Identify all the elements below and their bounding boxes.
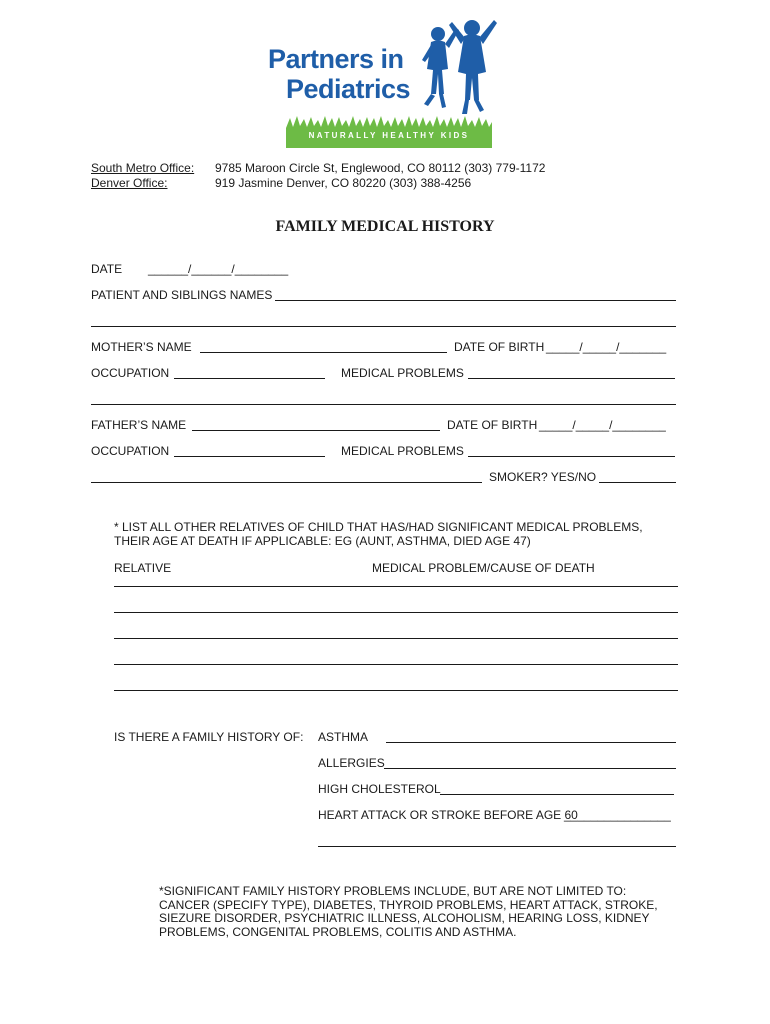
father-medical-label: MEDICAL PROBLEMS	[341, 444, 464, 458]
logo-line-1: Partners in	[268, 44, 404, 74]
mother-medical-field-2[interactable]	[91, 404, 676, 405]
relative-column-header: RELATIVE	[114, 561, 172, 575]
practice-logo	[262, 14, 502, 150]
mother-occupation-label: OCCUPATION	[91, 366, 170, 380]
father-dob-label: DATE OF BIRTH	[447, 418, 538, 432]
south-office-address: 9785 Maroon Circle St, Englewood, CO 80112 (303) 779-1172	[215, 161, 546, 175]
mother-dob-label: DATE OF BIRTH	[454, 340, 545, 354]
heart-attack-field[interactable]: ________________	[564, 808, 671, 822]
relative-row-line[interactable]	[114, 612, 678, 613]
patient-siblings-label: PATIENT AND SIBLINGS NAMES	[91, 288, 273, 302]
mother-dob-field[interactable]: _____/_____/_______	[546, 340, 667, 354]
father-dob-field[interactable]: _____/_____/________	[539, 418, 666, 432]
date-field[interactable]: ______/______/________	[148, 262, 289, 276]
fathers-name-field[interactable]	[192, 430, 440, 431]
mother-occupation-field[interactable]	[174, 378, 325, 379]
mother-medical-field[interactable]	[468, 378, 675, 379]
problem-column-header: MEDICAL PROBLEM/CAUSE OF DEATH	[372, 561, 595, 575]
father-occupation-label: OCCUPATION	[91, 444, 170, 458]
relative-row-line[interactable]	[114, 638, 678, 639]
asthma-label: ASTHMA	[318, 730, 369, 744]
significant-problems-footnote: *SIGNIFICANT FAMILY HISTORY PROBLEMS INCLUDE, BUT ARE NOT LIMITED TO: CANCER (SPECIFY TYPE), DIABETES, THYROID PROBLEMS, HEART ATTACK, STROKE, SIEZURE DISORDER, PSYCHIATRIC ILLNESS, ALCOHOLISM, HEARING LOSS, KIDNEY PROBLEMS, CONGENITAL PROBLEMS, COLITIS AND ASTHMA.	[159, 884, 658, 939]
father-medical-field-2[interactable]	[91, 482, 482, 483]
form-title: FAMILY MEDICAL HISTORY	[275, 218, 495, 235]
fathers-name-label: FATHER’S NAME	[91, 418, 187, 432]
denver-office-label: Denver Office:	[91, 176, 168, 190]
asthma-field[interactable]	[386, 742, 676, 743]
relative-row-line[interactable]	[114, 664, 678, 665]
cholesterol-field[interactable]	[440, 794, 674, 795]
relative-row-line[interactable]	[114, 690, 678, 691]
relatives-instruction: * LIST ALL OTHER RELATIVES OF CHILD THAT HAS/HAD SIGNIFICANT MEDICAL PROBLEMS, THEIR AGE AT DEATH IF APPLICABLE: EG (AUNT, ASTHMA, DIED AGE 47)	[114, 520, 643, 548]
heart-attack-label: HEART ATTACK OR STROKE BEFORE AGE 60	[318, 808, 578, 822]
family-history-question: IS THERE A FAMILY HISTORY OF:	[114, 730, 304, 744]
cholesterol-label: HIGH CHOLESTEROL	[318, 782, 441, 796]
relative-row-line[interactable]	[114, 586, 678, 587]
smoker-label: SMOKER? YES/NO	[489, 470, 597, 484]
patient-siblings-field[interactable]	[275, 300, 676, 301]
allergies-label: ALLERGIES	[318, 756, 385, 770]
father-occupation-field[interactable]	[174, 456, 325, 457]
logo-line-2: Pediatrics	[286, 74, 411, 104]
mother-medical-label: MEDICAL PROBLEMS	[341, 366, 464, 380]
denver-office-address: 919 Jasmine Denver, CO 80220 (303) 388-4256	[215, 176, 472, 190]
father-medical-field[interactable]	[468, 456, 675, 457]
logo-tagline	[286, 128, 492, 147]
heart-attack-field-2[interactable]	[318, 846, 676, 847]
mothers-name-label: MOTHER’S NAME	[91, 340, 192, 354]
smoker-field[interactable]	[599, 482, 676, 483]
children-silhouette-icon	[412, 14, 502, 124]
logo-tagline-text: NATURALLY HEALTHY KIDS	[308, 131, 470, 140]
allergies-field[interactable]	[384, 768, 676, 769]
patient-siblings-field-2[interactable]	[91, 326, 676, 327]
date-label: DATE	[91, 262, 123, 276]
mothers-name-field[interactable]	[200, 352, 447, 353]
south-office-label: South Metro Office:	[91, 161, 195, 175]
